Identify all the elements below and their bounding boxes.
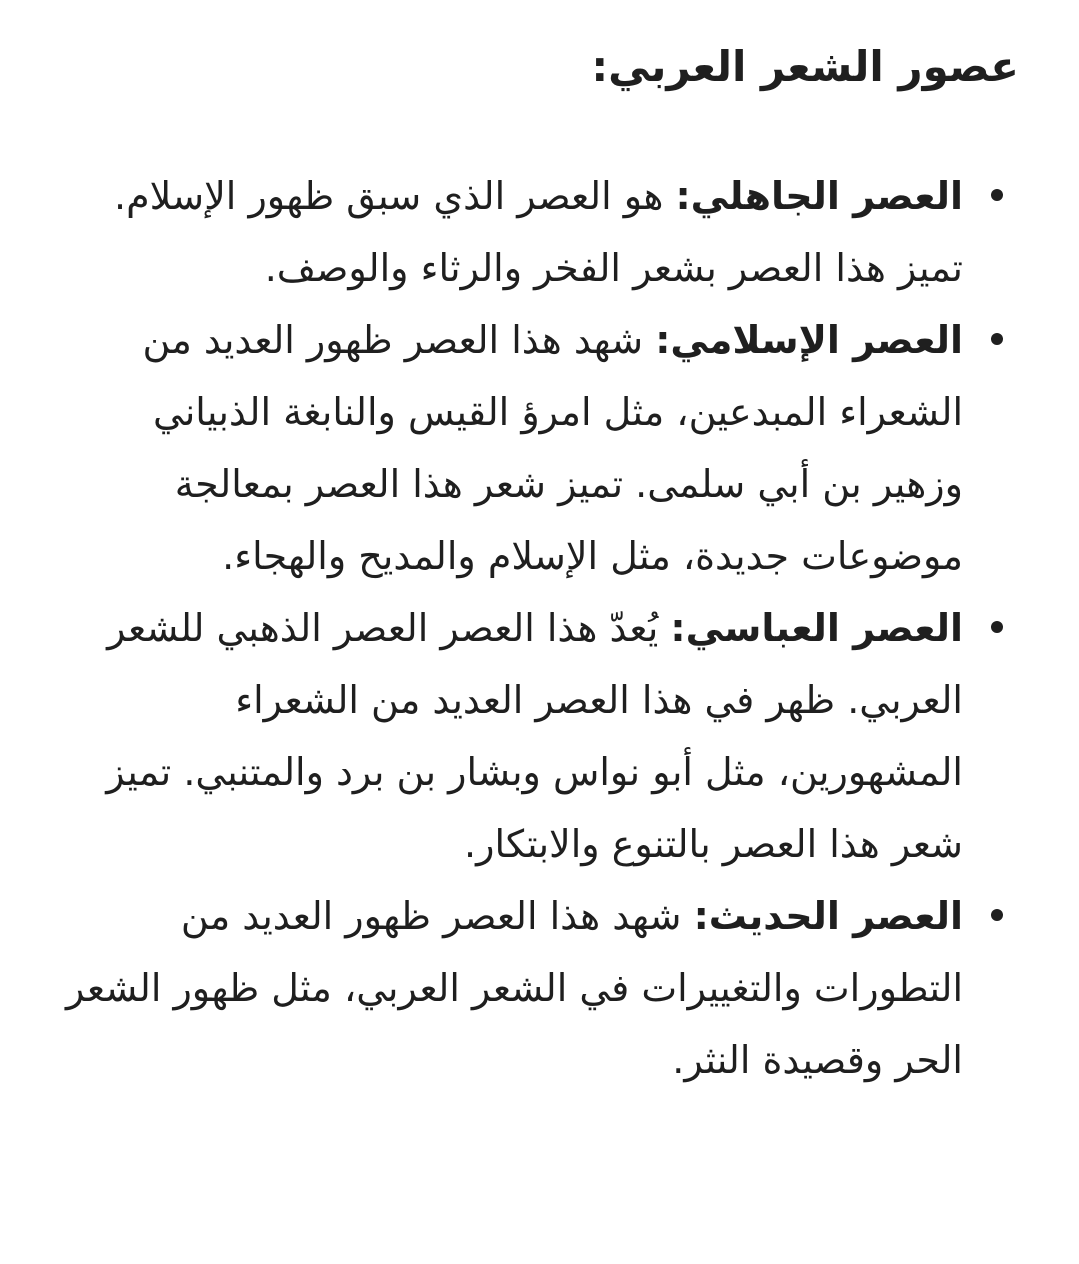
era-name: العصر الإسلامي: — [655, 318, 963, 362]
era-item-modern — [60, 880, 963, 1096]
era-description: شهد هذا العصر ظهور العديد من الشعراء المبدعين، مثل امرؤ القيس والنابغة الذبياني وزهير بن أبي سلمى. تميز شعر هذا العصر بمعالجة موضوعات جديدة، مثل الإسلام والمديح والهجاء. — [142, 318, 963, 578]
era-item-abbasid — [60, 592, 963, 880]
era-name: العصر الحديث: — [693, 894, 963, 938]
era-description: شهد هذا العصر ظهور العديد من التطورات والتغييرات في الشعر العربي، مثل ظهور الشعر الحر وقصيدة النثر. — [66, 894, 963, 1082]
section-heading: عصور الشعر العربي: — [591, 42, 1019, 91]
era-description: هو العصر الذي سبق ظهور الإسلام. تميز هذا العصر بشعر الفخر والرثاء والوصف. — [114, 174, 963, 290]
era-item-islamic — [60, 304, 963, 592]
era-list — [60, 160, 1019, 1096]
era-description: يُعدّ هذا العصر العصر الذهبي للشعر العربي. ظهر في هذا العصر العديد من الشعراء المشهورين، مثل أبو نواس وبشار بن برد والمتنبي. تميز شعر هذا العصر بالتنوع والابتكار. — [106, 606, 963, 866]
era-name: العصر الجاهلي: — [675, 174, 963, 218]
era-name: العصر العباسي: — [670, 606, 963, 650]
era-item-jahili — [60, 160, 963, 304]
